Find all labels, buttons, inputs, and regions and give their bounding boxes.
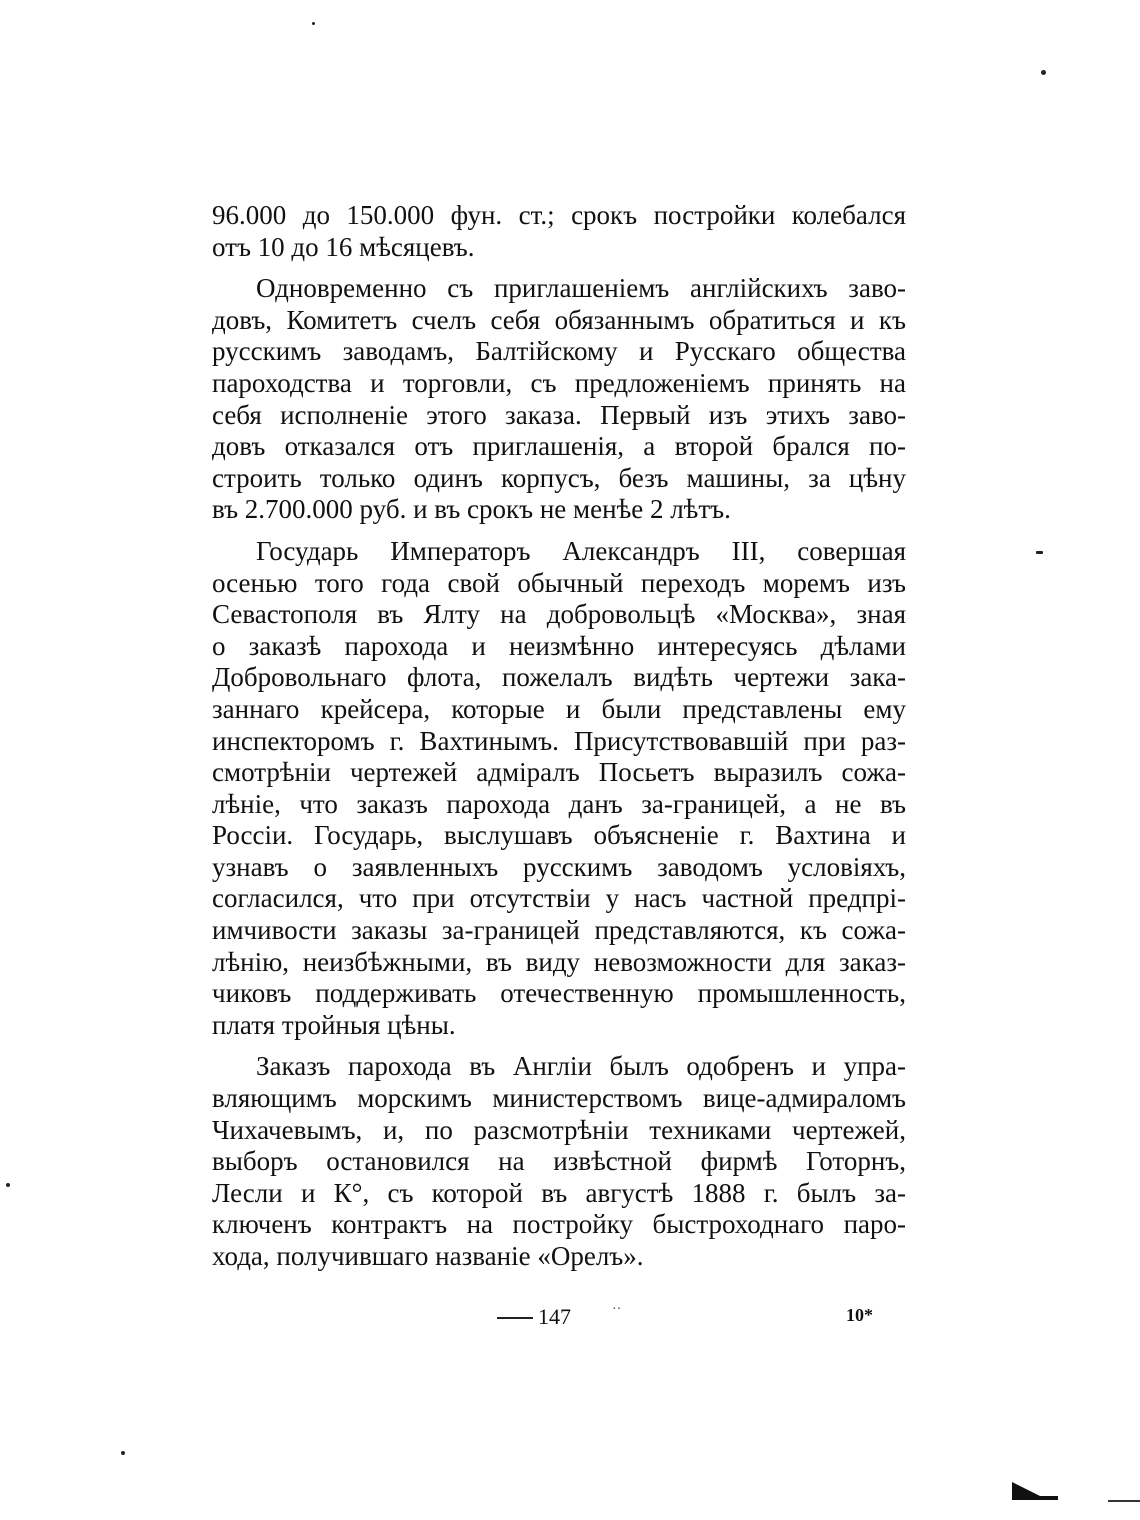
text-line: осенью того года свой обычный переходъ моремъ изъ [212,567,906,598]
text-line: довъ отказался отъ приглашенія, а второй брался по- [212,431,906,462]
text-line: Одновременно съ приглашеніемъ англійскихъ заво- [256,273,906,304]
text-line: лѣнію, неизбѣжными, въ виду невозможности для заказ- [212,946,906,977]
text-line: инспекторомъ г. Вахтинымъ. Присутствовавшій при раз- [212,725,906,756]
text-line: 96.000 до 150.000 фун. ст.; срокъ постройки колебался [212,200,906,230]
text-line: себя исполненіе этого заказа. Первый изъ этихъ заво- [212,399,906,430]
body-text [212,200,906,1283]
scan-speck [1036,551,1043,554]
text-line: Севастополя въ Ялту на добровольцѣ «Москва», зная [212,599,906,630]
scan-speck [1041,70,1046,75]
text-line: ключенъ контрактъ на постройку быстроходнаго паро- [212,1209,906,1240]
text-line: платя тройныя цѣны. [212,1009,456,1040]
text-line: заннаго крейсера, которые и были представлены ему [212,693,906,724]
text-line: чиковъ поддерживать отечественную промышленность, [212,978,906,1009]
text-line: Чихачевымъ, и, по разсмотрѣніи техниками чертежей, [212,1114,906,1145]
text-line: Россіи. Государь, выслушавъ объясненіе г. Вахтина и [212,820,906,851]
scan-edge-line [1108,1500,1140,1502]
scan-speck [6,1183,10,1187]
text-line: лѣніе, что заказъ парохода данъ за-границей, а не въ [212,788,906,819]
paragraph-4 [212,1051,906,1272]
scan-speck [312,22,315,25]
paragraph-2 [212,273,906,526]
text-line: русскимъ заводамъ, Балтійскому и Русскаго общества [212,336,906,367]
text-line: Заказъ парохода въ Англіи былъ одобренъ и упра- [256,1051,906,1082]
text-line: въ 2.700.000 руб. и въ срокъ не менѣе 2 лѣтъ. [212,494,731,525]
text-line: выборъ остановился на извѣстной фирмѣ Готорнъ, [212,1146,906,1177]
footer-tick-mark: ·· [612,1302,622,1317]
text-line: отъ 10 до 16 мѣсяцевъ. [212,231,475,262]
text-line: строить только одинъ корпусъ, безъ машины, за цѣну [212,462,906,493]
text-line: довъ, Комитетъ счелъ себя обязаннымъ обратиться и къ [212,304,906,335]
text-line: имчивости заказы за-границей представляются, къ сожа- [212,915,906,946]
text-line: о заказѣ парохода и неизмѣнно интересуясь дѣлами [212,630,906,661]
paragraph-1 [212,200,906,263]
footer-dash [497,1317,533,1319]
text-line: хода, получившаго названіе «Орелъ». [212,1241,644,1271]
text-line: вляющимъ морскимъ министерствомъ вице-адмираломъ [212,1083,906,1114]
scan-speck [121,1451,125,1455]
page-footer [0,1302,1140,1336]
text-line: пароходства и торговли, съ предложеніемъ принять на [212,367,906,398]
text-line: Лесли и К°, съ которой въ августѣ 1888 г. былъ за- [212,1177,906,1208]
page-number: 147 [538,1304,571,1329]
text-line: узнавъ о заявленныхъ русскимъ заводомъ условіяхъ, [212,851,906,882]
text-line: согласился, что при отсутствіи у насъ частной предпрі- [212,883,906,914]
paragraph-3 [212,536,906,1042]
text-line: Государь Императоръ Александръ III, совершая [256,535,906,566]
text-line: Добровольнаго флота, пожелалъ видѣть чертежи зака- [212,662,906,693]
signature-mark: 10* [846,1305,873,1325]
text-line: смотрѣніи чертежей адміралъ Посьетъ выразилъ сожа- [212,757,906,788]
scan-edge-bar [1012,1496,1058,1500]
